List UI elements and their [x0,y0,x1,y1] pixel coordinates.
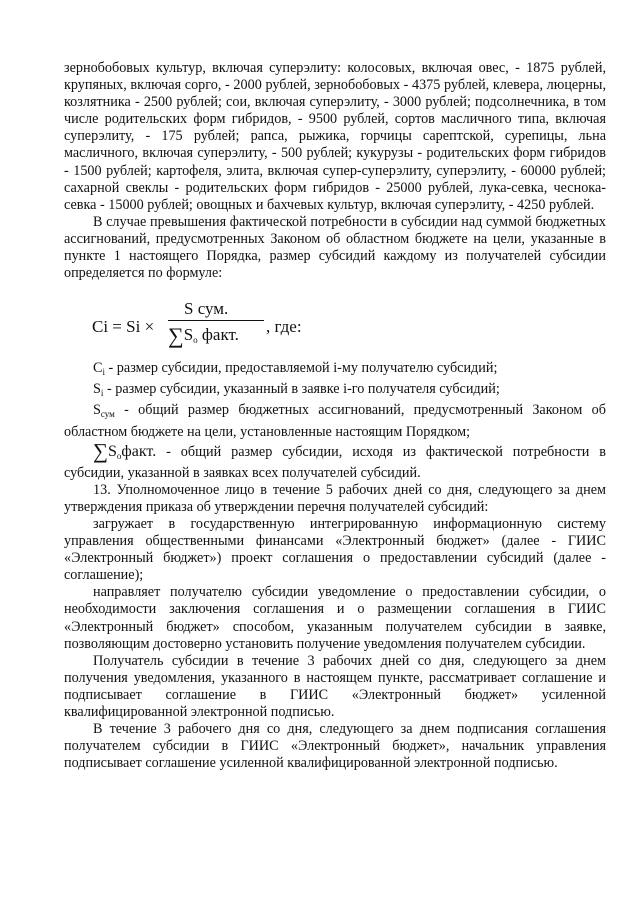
paragraph-seed-rates: зернобобовых культур, включая суперэлиту: колосовых, включая овес, - 1875 рублей, крупяных, включая сорго, - 2000 рублей, зернобобовых - 4375 рублей, клевера, люцерны, козлятника - 2500 рублей; сои, включая суперэлиту, - 3000 рублей; подсолнечника, в том числе родительских форм гибридов, - 9500 рублей, сортов масличного типа, включая суперэлиту, - 175 рублей; рапса, рыжика, горчицы сарептской, сурепицы, льна масличного, включая суперэлиту, - 500 рублей; кукурузы - родительских форм гибридов - 1500 рублей; картофеля, элита, включая супер-суперэлиту, суперэлиту, - 60000 рублей; сахарной свеклы - родительских форм гибридов - 25000 рублей, лука-севка, чеснока-севка - 15000 рублей; овощных и бахчевых культур, включая суперэлиту, - 4250 рублей. [64,60,606,213]
formula-lhs: Ci = Si × [92,317,155,337]
paragraph-13: 13. Уполномоченное лицо в течение 5 рабочих дней со дня, следующего за днем утверждения приказа об утверждении перечня получателей субсидий: [64,481,606,515]
paragraph-head-signs: В течение 3 рабочего дня со дня, следующего за днем подписания соглашения получателем субсидии в ГИИС «Электронный бюджет», начальник управления подписывает соглашение усиленной квалифицированной электронной подписью. [64,721,606,772]
paragraph-send-notice: направляет получателю субсидии уведомление о предоставлении субсидии, о необходимости заключения соглашения и о размещении соглашения в ГИИС «Электронный бюджет» способом, указанным получателем субсидии в заявке, позволяющим достоверно установить получение уведомления получателем субсидии. [64,584,606,652]
sigma-symbol: ∑ [168,323,184,349]
formula-denominator: $\sum S_o$ факт. [168,323,239,349]
formula-tail: , где: [266,317,302,337]
formula-numerator: S сум. [184,299,229,319]
sigma-symbol: ∑ [93,438,108,463]
definition-si: $S_i$ - размер субсидии, указанный в заявке i-го получателя субсидий; [93,381,500,399]
document-page [64,60,606,772]
paragraph-recipient-signs: Получатель субсидии в течение 3 рабочих дней со дня, следующего за днем получения уведомления, указанного в настоящем пункте, рассматривает соглашение и подписывает соглашение в ГИИС «Электронный бюджет» усиленной квалифицированной электронной подписью. [64,652,606,720]
paragraph-excess-demand: В случае превышения фактической потребности в субсидии над суммой бюджетных ассигнований, предусмотренных Законом об областном бюджете на цели, указанные в пункте 1 настоящего Порядка, размер субсидий каждому из получателей субсидии определяется по формуле: [64,213,606,282]
subsidy-formula [64,298,606,348]
definition-sum-fact: $\sum S_oфакт$. - общий размер субсидии, исходя из фактической потребности в субсидии, указанной в заявках всех получателей субсидий. [64,438,606,481]
definition-ci: $C_i$ - размер субсидии, предоставляемой i-му получателю субсидий; [93,360,498,378]
paragraph-upload-agreement: загружает в государственную интегрированную информационную систему управления общественными финансами «Электронный бюджет» (далее - ГИИС «Электронный бюджет») проект соглашения о предоставлении субсидий (далее - соглашение); [64,515,606,584]
formula-fraction-bar [168,320,264,321]
definition-s-sum: $S_{сум}$ - общий размер бюджетных ассигнований, предусмотренный Законом об областном бюджете на цели, установленные настоящим Порядком; [64,402,606,440]
